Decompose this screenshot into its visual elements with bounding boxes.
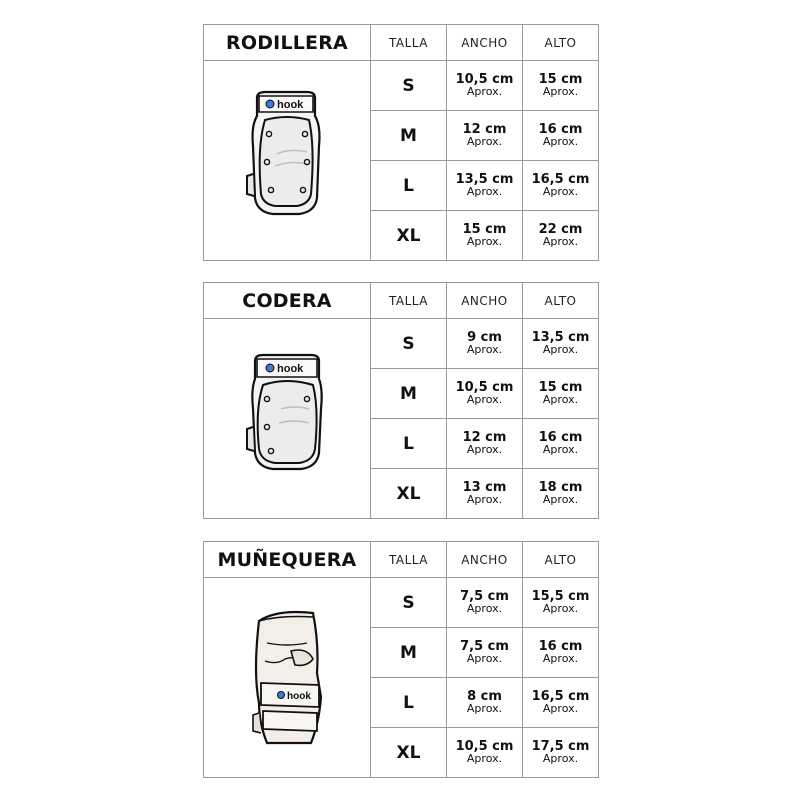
width-cell [447, 628, 523, 678]
size-label: M [371, 628, 447, 678]
width-value: 10,5 cm [455, 739, 514, 754]
size-label: XL [371, 211, 447, 261]
height-cell [523, 419, 599, 469]
approx-label: Aprox. [542, 185, 579, 198]
table-header-row [204, 283, 599, 319]
width-cell [447, 578, 523, 628]
height-value: 15,5 cm [531, 589, 590, 604]
size-label: S [371, 319, 447, 369]
width-value: 10,5 cm [455, 72, 514, 87]
width-value: 12 cm [462, 430, 507, 445]
width-cell [447, 211, 523, 261]
size-label: XL [371, 728, 447, 778]
column-header-height: ALTO [523, 283, 599, 319]
height-cell [523, 369, 599, 419]
width-value: 9 cm [467, 330, 502, 345]
approx-label: Aprox. [466, 393, 503, 406]
width-value: 10,5 cm [455, 380, 514, 395]
table-header-row [204, 25, 599, 61]
width-cell [447, 319, 523, 369]
approx-label: Aprox. [466, 443, 503, 456]
size-label: M [371, 369, 447, 419]
width-cell [447, 369, 523, 419]
knee-pad-icon [237, 86, 337, 236]
width-cell [447, 469, 523, 519]
brand-logo: hook [277, 98, 304, 111]
table-title: RODILLERA [204, 25, 371, 61]
height-value: 15 cm [538, 72, 583, 87]
column-header-width: ANCHO [447, 542, 523, 578]
approx-label: Aprox. [542, 85, 579, 98]
height-value: 16 cm [538, 122, 583, 137]
width-value: 8 cm [467, 689, 502, 704]
approx-label: Aprox. [542, 235, 579, 248]
approx-label: Aprox. [466, 235, 503, 248]
column-header-height: ALTO [523, 25, 599, 61]
width-value: 13,5 cm [455, 172, 514, 187]
table-title: MUÑEQUERA [204, 542, 371, 578]
approx-label: Aprox. [466, 343, 503, 356]
approx-label: Aprox. [466, 752, 503, 765]
height-cell [523, 469, 599, 519]
table-title: CODERA [204, 283, 371, 319]
width-value: 15 cm [462, 222, 507, 237]
height-cell [523, 61, 599, 111]
approx-label: Aprox. [542, 135, 579, 148]
height-value: 15 cm [538, 380, 583, 395]
height-value: 17,5 cm [531, 739, 590, 754]
width-cell [447, 678, 523, 728]
height-cell [523, 161, 599, 211]
approx-label: Aprox. [466, 702, 503, 715]
column-header-width: ANCHO [447, 283, 523, 319]
approx-label: Aprox. [542, 493, 579, 506]
height-value: 22 cm [538, 222, 583, 237]
approx-label: Aprox. [466, 493, 503, 506]
size-table-codera [203, 282, 599, 519]
height-cell [523, 111, 599, 161]
brand-logo: hook [277, 362, 304, 375]
width-cell [447, 419, 523, 469]
approx-label: Aprox. [466, 85, 503, 98]
height-value: 16,5 cm [531, 689, 590, 704]
column-header-size: TALLA [371, 25, 447, 61]
elbow-pad-icon [237, 349, 337, 489]
column-header-size: TALLA [371, 283, 447, 319]
approx-label: Aprox. [466, 652, 503, 665]
product-image-cell [204, 578, 371, 778]
approx-label: Aprox. [466, 602, 503, 615]
width-cell [447, 161, 523, 211]
size-label: L [371, 161, 447, 211]
table-row [204, 61, 599, 111]
column-header-height: ALTO [523, 542, 599, 578]
brand-logo: hook [287, 690, 311, 702]
size-label: XL [371, 469, 447, 519]
table-row [204, 578, 599, 628]
approx-label: Aprox. [542, 602, 579, 615]
table-row [204, 319, 599, 369]
size-label: S [371, 61, 447, 111]
width-cell [447, 111, 523, 161]
approx-label: Aprox. [542, 752, 579, 765]
width-value: 13 cm [462, 480, 507, 495]
size-label: L [371, 678, 447, 728]
approx-label: Aprox. [542, 443, 579, 456]
product-image-cell [204, 319, 371, 519]
height-value: 16,5 cm [531, 172, 590, 187]
size-table-munequera [203, 541, 599, 778]
width-cell [447, 61, 523, 111]
product-image-cell [204, 61, 371, 261]
width-value: 12 cm [462, 122, 507, 137]
height-value: 16 cm [538, 430, 583, 445]
approx-label: Aprox. [542, 393, 579, 406]
width-cell [447, 728, 523, 778]
width-value: 7,5 cm [460, 639, 509, 654]
approx-label: Aprox. [542, 652, 579, 665]
approx-label: Aprox. [466, 135, 503, 148]
approx-label: Aprox. [542, 343, 579, 356]
height-cell [523, 628, 599, 678]
size-label: M [371, 111, 447, 161]
size-label: L [371, 419, 447, 469]
height-value: 16 cm [538, 639, 583, 654]
height-value: 18 cm [538, 480, 583, 495]
approx-label: Aprox. [542, 702, 579, 715]
approx-label: Aprox. [466, 185, 503, 198]
wrist-guard-icon [237, 603, 337, 753]
width-value: 7,5 cm [460, 589, 509, 604]
height-cell [523, 678, 599, 728]
column-header-width: ANCHO [447, 25, 523, 61]
height-cell [523, 728, 599, 778]
height-value: 13,5 cm [531, 330, 590, 345]
size-label: S [371, 578, 447, 628]
table-header-row [204, 542, 599, 578]
column-header-size: TALLA [371, 542, 447, 578]
height-cell [523, 319, 599, 369]
height-cell [523, 211, 599, 261]
height-cell [523, 578, 599, 628]
size-table-rodillera [203, 24, 599, 261]
